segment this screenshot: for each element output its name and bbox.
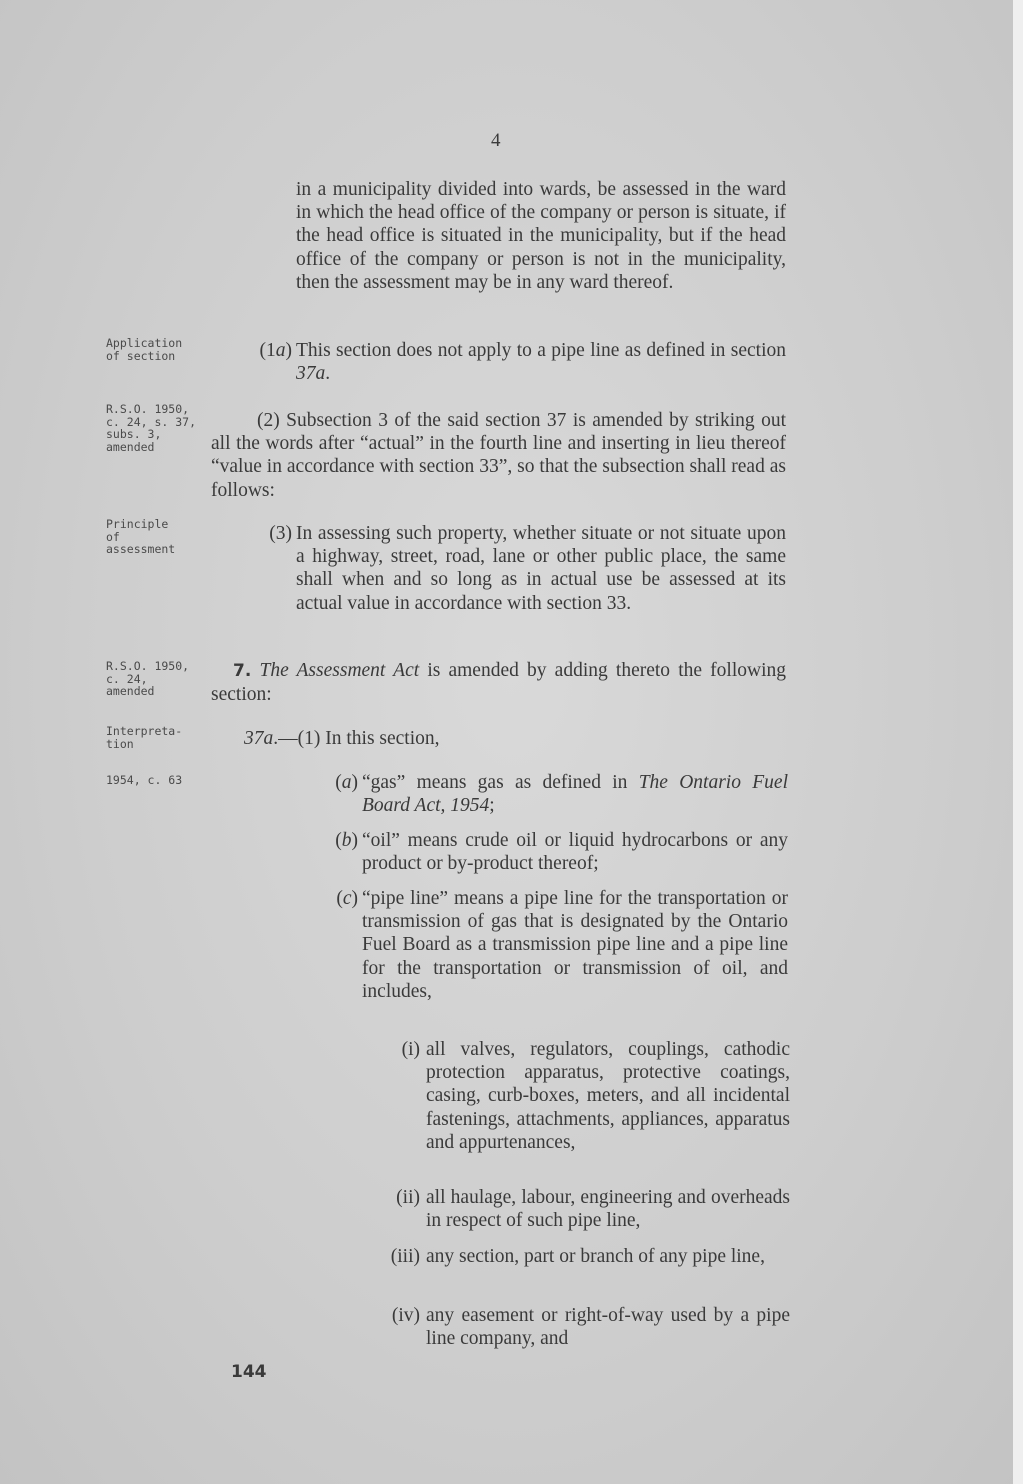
definition-c-text: “pipe line” means a pipe line for the transportation or transmission of gas that is designated by the Ontario Fuel Board as a transmission pipe line and a pipe line for the transportation or transmission of oil, and includes, <box>362 888 788 1002</box>
subitem-iv-label: (iv) <box>391 1305 420 1326</box>
subsection-1a-label: (1a) <box>259 340 292 361</box>
margin-note-application: Application of section <box>106 336 183 363</box>
subitem-iv-text: any easement or right-of-way used by a pipe line company, and <box>426 1305 790 1350</box>
subitem-i-label: (i) <box>401 1039 420 1060</box>
margin-note-rso-1950-s37: R.S.O. 1950, c. 24, s. 37, subs. 3, amended <box>106 402 197 454</box>
page-number-top: 4 <box>491 130 501 151</box>
subsection-3-text: In assessing such property, whether situate or not situate upon a highway, street, road, lane or other public place, the same shall when and so long as in actual use be assessed at its actual value in accordance with section 33. <box>296 523 786 614</box>
subitem-iii-text: any section, part or branch of any pipe line, <box>426 1246 765 1267</box>
page-number-bottom: 144 <box>231 1362 267 1382</box>
margin-note-1954-c63: 1954, c. 63 <box>106 773 183 787</box>
subitem-iii-label: (iii) <box>390 1246 420 1267</box>
margin-note-interpretation: Interpreta- tion <box>106 724 183 751</box>
subsection-2-paragraph: (2) Subsection 3 of the said section 37 is amended by striking out all the words after “actual” in the fourth line and inserting in lieu thereof “value in accordance with section 33”, so that the subsection shall read as follows: <box>211 410 786 501</box>
page-edge <box>1013 0 1023 1484</box>
subitem-i-text: all valves, regulators, couplings, cathodic protection apparatus, protective coatings, casing, curb-boxes, meters, and all incidental fastenings, attachments, appliances, apparatus and appurtenances, <box>426 1039 790 1153</box>
subsection-3-label: (3) <box>269 523 292 544</box>
subitem-ii-text: all haulage, labour, engineering and overheads in respect of such pipe line, <box>426 1187 790 1232</box>
section-37a-heading: 37a.—(1) In this section, <box>244 728 440 749</box>
section-7-paragraph: 7. The Assessment Act is amended by adding thereto the following section: <box>211 660 787 706</box>
definition-a-label: (a) <box>335 772 358 793</box>
subitem-ii-label: (ii) <box>396 1187 420 1208</box>
definition-c-label: (c) <box>336 888 358 909</box>
margin-note-rso-1950-c24: R.S.O. 1950, c. 24, amended <box>106 659 190 698</box>
definition-a-text: “gas” means gas as defined in The Ontario Fuel Board Act, 1954; <box>362 772 788 817</box>
definition-b-text: “oil” means crude oil or liquid hydrocarbons or any product or by-product thereof; <box>362 830 788 875</box>
subsection-1a-text: This section does not apply to a pipe line as defined in section 37a. <box>296 340 786 385</box>
definition-b-label: (b) <box>335 830 358 851</box>
continuation-paragraph: in a municipality divided into wards, be assessed in the ward in which the head office of the company or person is situate, if the head office is situated in the municipality, but if the head office of the company or person is not in the municipality, then the assessment may be in any ward thereof. <box>296 179 786 293</box>
margin-note-principle: Principle of assessment <box>106 517 176 556</box>
